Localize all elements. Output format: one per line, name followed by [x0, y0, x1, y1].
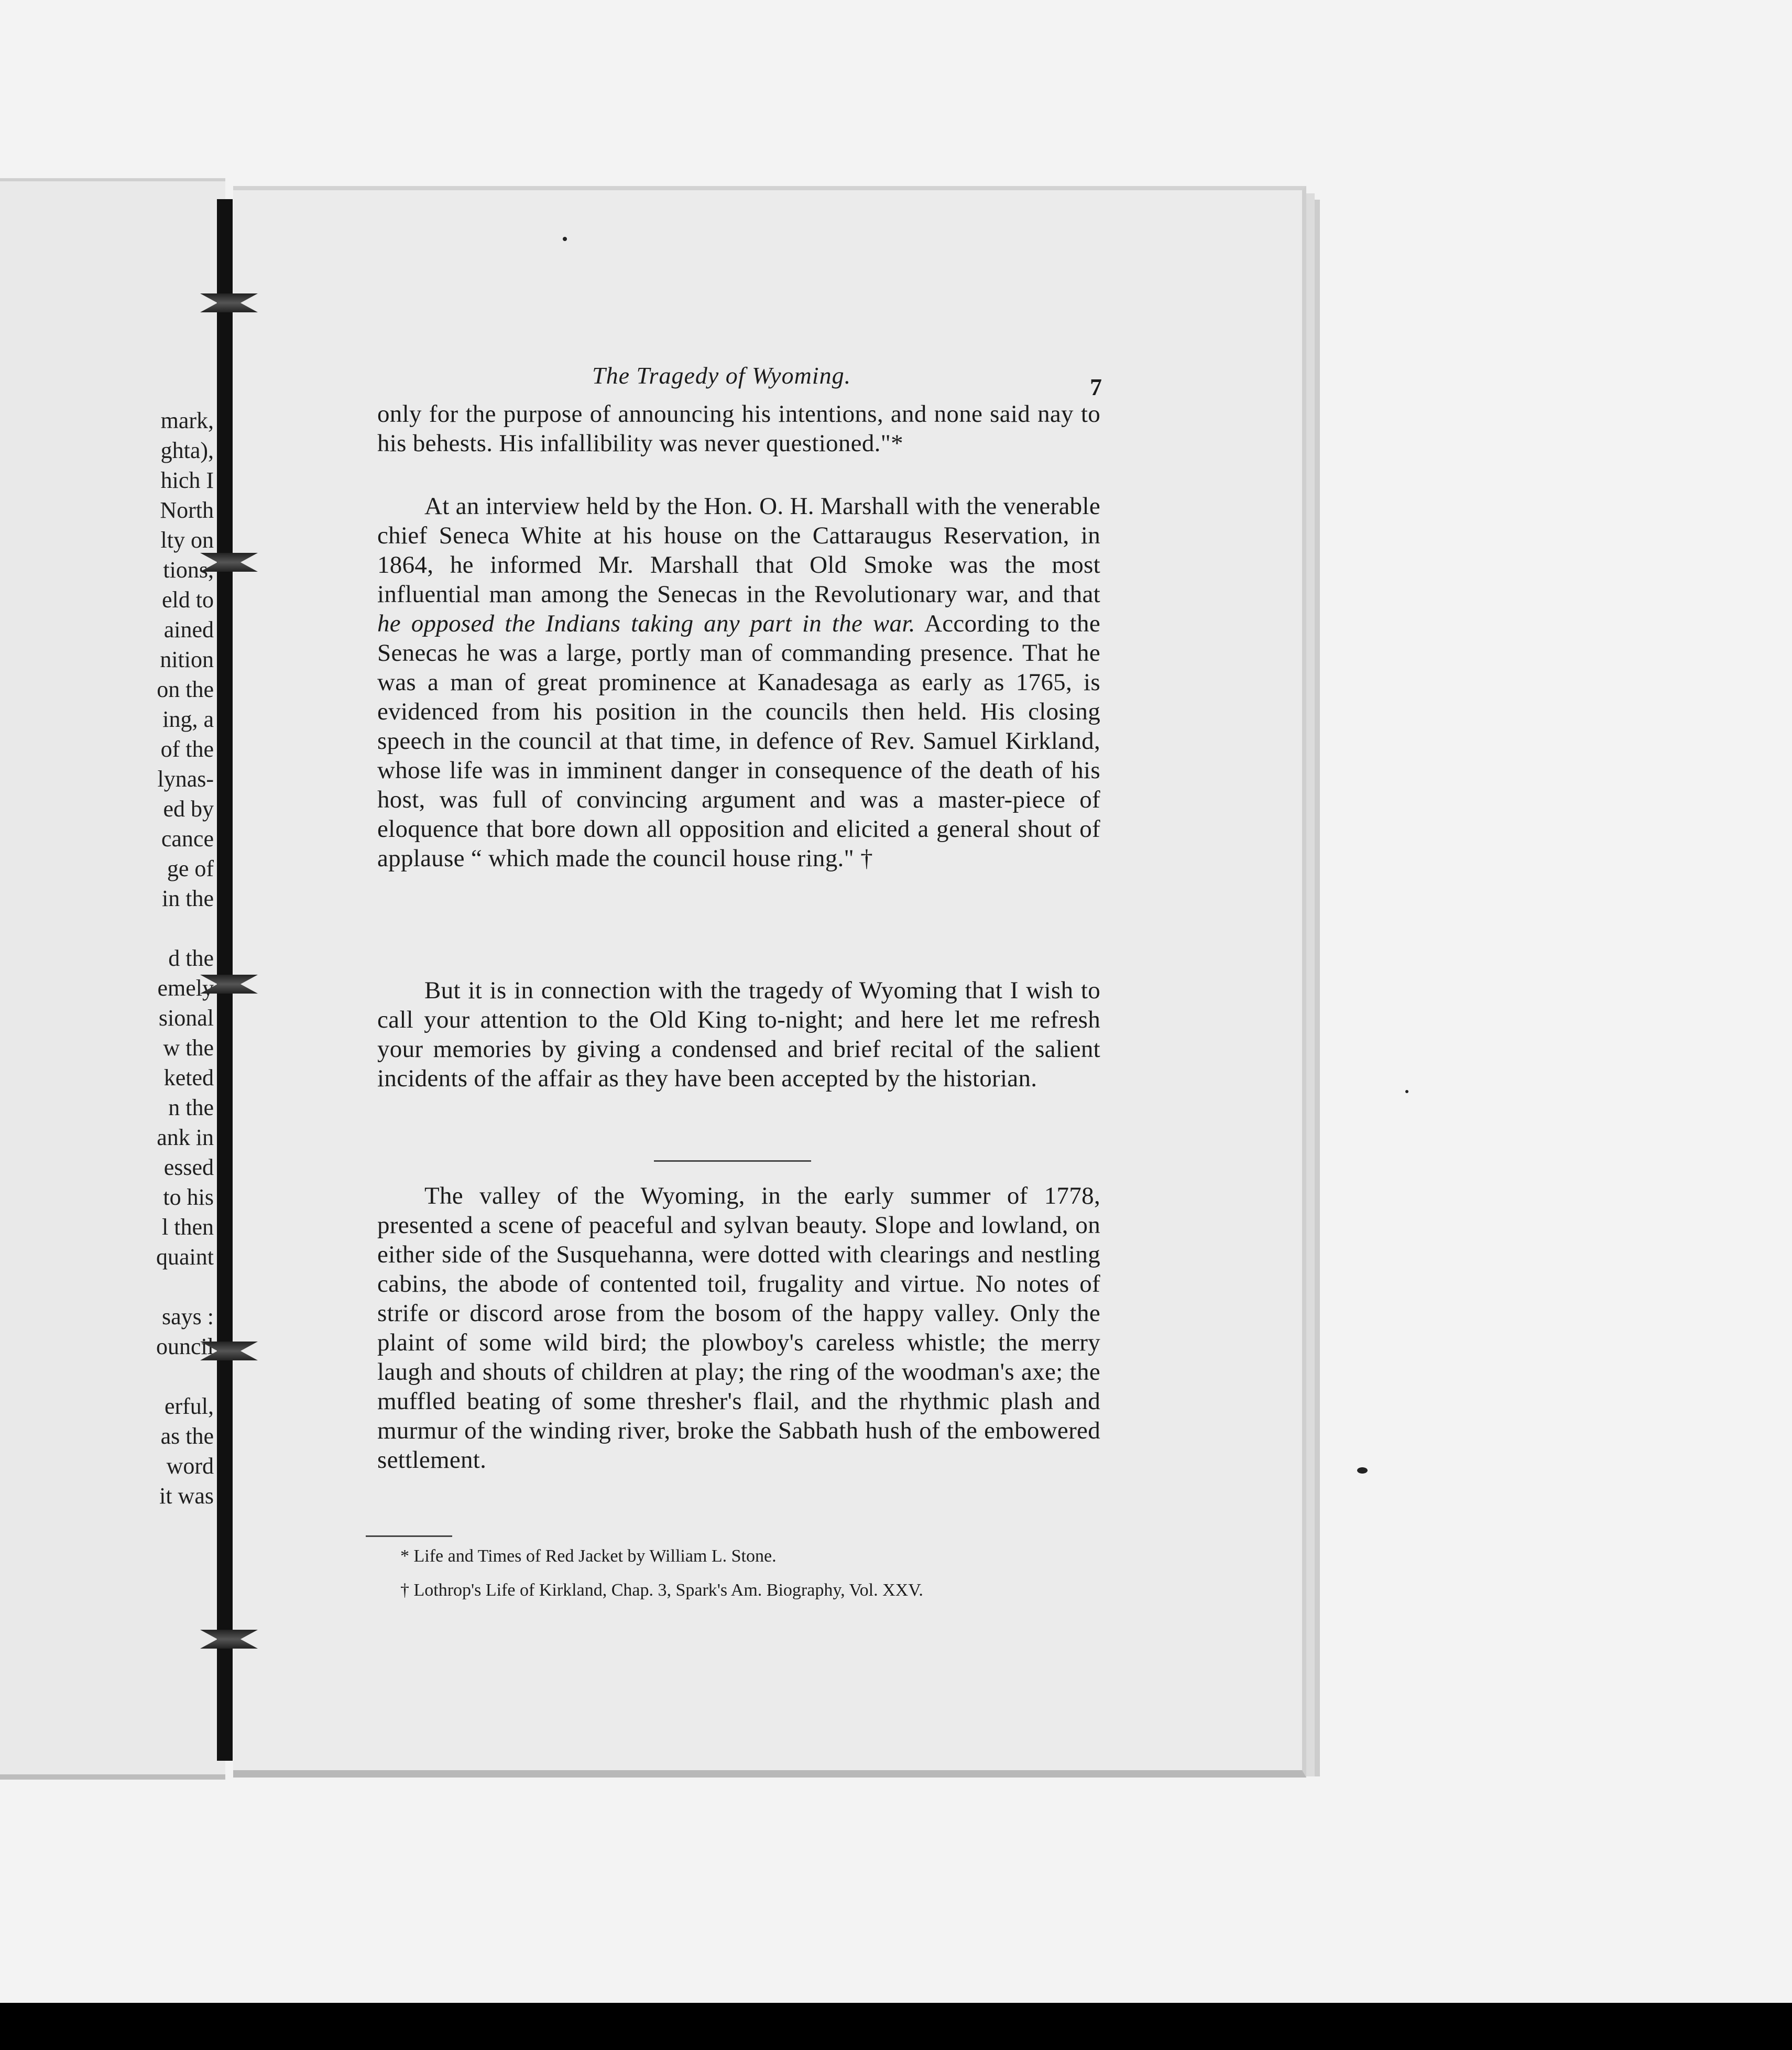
paragraph-text: The valley of the Wyoming, in the early summer of 1778, presented a scene of peaceful and sylvan beauty. Slope and lowland, on either side of the Susquehanna, were dotted with clearings and nestling cabins, the abode of contented toil, frugality and virtue. No notes of strife or discord arose from the bosom of the happy valley. Only the plaint of some wild bird; the plowboy's careless whistle; the merry laugh and shouts of children at play; the ring of the woodman's axe; the muffled beating of some thresher's flail, and the rhythmic plash and murmur of the winding river, broke the Sabbath hush of the embowered settlement.	[377, 1182, 1100, 1474]
left-page-line: d the	[168, 945, 214, 971]
section-divider	[654, 1160, 811, 1162]
left-page-line: of the	[160, 736, 214, 762]
left-page-line: ge of	[167, 856, 214, 881]
left-page-line: nition	[160, 647, 214, 672]
left-page-line: eld to	[162, 587, 214, 613]
left-page-line: lty on	[160, 527, 214, 553]
left-page-line: cance	[161, 826, 214, 852]
left-page-line: in the	[162, 886, 214, 911]
left-page-line: says :	[162, 1304, 214, 1329]
footnote-rule	[366, 1535, 452, 1537]
paragraph-valley-description	[377, 1181, 1100, 1475]
footnote-kirkland: † Lothrop's Life of Kirkland, Chap. 3, Spark's Am. Biography, Vol. XXV.	[400, 1580, 923, 1600]
paragraph-text: But it is in connection with the tragedy of Wyoming that I wish to call your attention to the Old King to-night; and here let me refresh your memories by giving a condensed and brief recital of the salient incidents of the affair as they have been accepted by the historian.	[377, 977, 1100, 1092]
left-page-line: hich I	[160, 467, 214, 493]
paragraph-tragedy-intro	[377, 976, 1100, 1093]
left-page-line: as the	[160, 1423, 214, 1449]
left-page-line: word	[166, 1453, 214, 1479]
left-page-line: quaint	[156, 1244, 214, 1270]
left-page-line: tions,	[163, 557, 214, 583]
left-page-line: to his	[163, 1184, 214, 1210]
paragraph-continuation	[377, 399, 1100, 458]
left-page-line: ed by	[163, 796, 214, 822]
paragraph-text: According to the Senecas he was a large, portly man of commanding presence. That he was a man of great prominence at Kanadesaga as early as 1765, is evidenced from his position in the councils then held. His closing speech in the council at that time, in defence of Rev. Samuel Kirkland, whose life was in imminent danger in consequence of the death of his host, was full of convincing argument and was a master-piece of eloquence that bore down all opposition and elicited a general shout of applause “ which made the council house ring." †	[377, 610, 1100, 872]
dust-speck	[1357, 1467, 1368, 1474]
left-page-line: sional	[158, 1005, 214, 1031]
left-page-line: l then	[162, 1214, 214, 1240]
left-page-line: ouncil	[156, 1334, 214, 1359]
left-page-line: it was	[159, 1483, 214, 1509]
left-page-line: essed	[163, 1154, 214, 1180]
left-page-line: ank in	[157, 1125, 214, 1150]
left-page-line: on the	[157, 677, 214, 702]
left-page-line: n the	[168, 1095, 214, 1120]
paragraph-marshall-interview	[377, 492, 1100, 873]
paragraph-text: At an interview held by the Hon. O. H. Marshall with the venerable chief Seneca White at his house on the Cattaraugus Reservation, in 1864, he informed Mr. Marshall that Old Smoke was the most influential man among the Senecas in the Revolutionary war, and that	[377, 493, 1100, 608]
page-number: 7	[1090, 374, 1102, 400]
left-page-line: emely	[157, 975, 214, 1001]
left-page-line: ing, a	[162, 706, 214, 732]
left-page-line: ained	[163, 617, 214, 642]
left-page-line: erful,	[164, 1393, 214, 1419]
footnote-red-jacket: * Life and Times of Red Jacket by William L. Stone.	[400, 1546, 777, 1566]
left-page	[0, 178, 225, 1780]
left-page-line: ghta),	[160, 438, 214, 463]
left-page-line: mark,	[160, 408, 214, 433]
left-page-line: w the	[163, 1035, 214, 1061]
left-page-line: North	[160, 497, 214, 523]
paragraph-text: only for the purpose of announcing his intentions, and none said nay to his behests. His infallibility was never questioned."*	[377, 400, 1100, 457]
italic-emphasis: he opposed the Indians taking any part in the war.	[377, 610, 915, 637]
scan-bottom-edge	[0, 2003, 1792, 2050]
running-head: The Tragedy of Wyoming.	[592, 362, 851, 389]
dust-speck	[1405, 1090, 1408, 1093]
left-page-line: lynas-	[157, 766, 214, 792]
left-page-line: keted	[163, 1065, 214, 1091]
dust-speck	[563, 237, 567, 241]
